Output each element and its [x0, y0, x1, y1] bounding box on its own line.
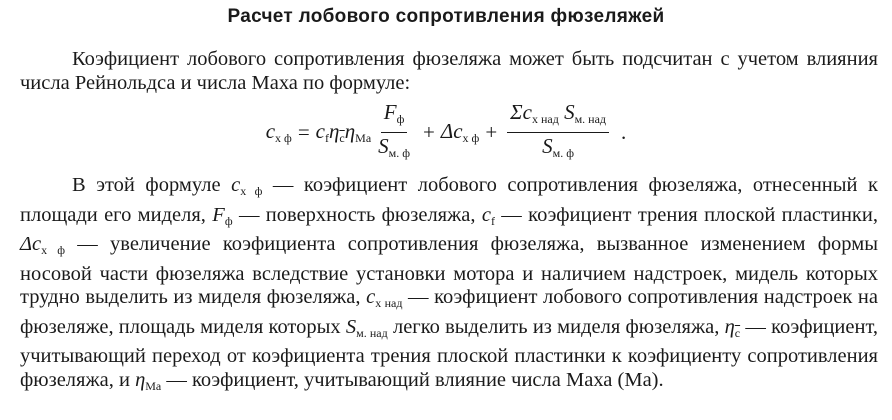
formula-period: .	[621, 119, 627, 144]
formula-cf: $c_f$	[315, 118, 329, 145]
formula-plus-1: +	[423, 119, 435, 144]
formula-plus-2: +	[485, 119, 498, 144]
formula-equals: =	[297, 119, 310, 144]
section-title: Расчет лобового сопротивления фюзеляжей	[227, 6, 665, 27]
intro-paragraph: Коэфициент лобового сопротивления фюзеляжа может быть подсчитан с учетом влияния числа Рейнольдса и числа Маха по формуле:	[20, 48, 878, 94]
formula-lhs: $c_{x ф}$	[265, 118, 292, 145]
formula-fraction-1: $\frac{F_ф}{S_{м. ф}}$	[378, 99, 411, 160]
formula-eta-ma: $\eta_{Ma}$	[344, 118, 372, 145]
formula-fraction-2: $\frac{\Sigma c_{x над} S_{м. над}}{S_{м. ф}}$	[507, 100, 609, 165]
formula-delta: $\Delta c_{x ф}$	[440, 118, 480, 145]
drag-formula	[0, 100, 892, 164]
formula-eta-c: $\eta_{\overline{c}}$	[328, 118, 345, 145]
explanation-paragraph: В этой формуле $c_{x ф}$ — коэфициент лобового сопротивления фюзеляжа, отнесенный к площади его миделя, $F_ф$ — поверхность фюзеляжа, $c_f$ — коэфициент трения плоской пластинки, $\Delta c_{x ф}$ — увеличение коэфициента сопротивления фюзеляжа, вызванное изменением формы носовой части фюзеляжа вследствие установки мотора и наличием надстроек, мидель которых трудно выделить из миделя фюзеляжа, $c_{x над}$ — коэфициент лобового сопротивления надстроек на фюзеляже, площадь миделя которых $S_{м. над}$ легко выделить из миделя фюзеляжа, $\eta_{\overline{c}}$ — коэфициент, учитывающий переход от коэфициента трения плоской пластинки к коэфициенту сопротивления фюзеляжа, и $\eta_{Ma}$ — коэфициент, учитывающий влияние числа Маха (Ма).	[20, 174, 878, 393]
